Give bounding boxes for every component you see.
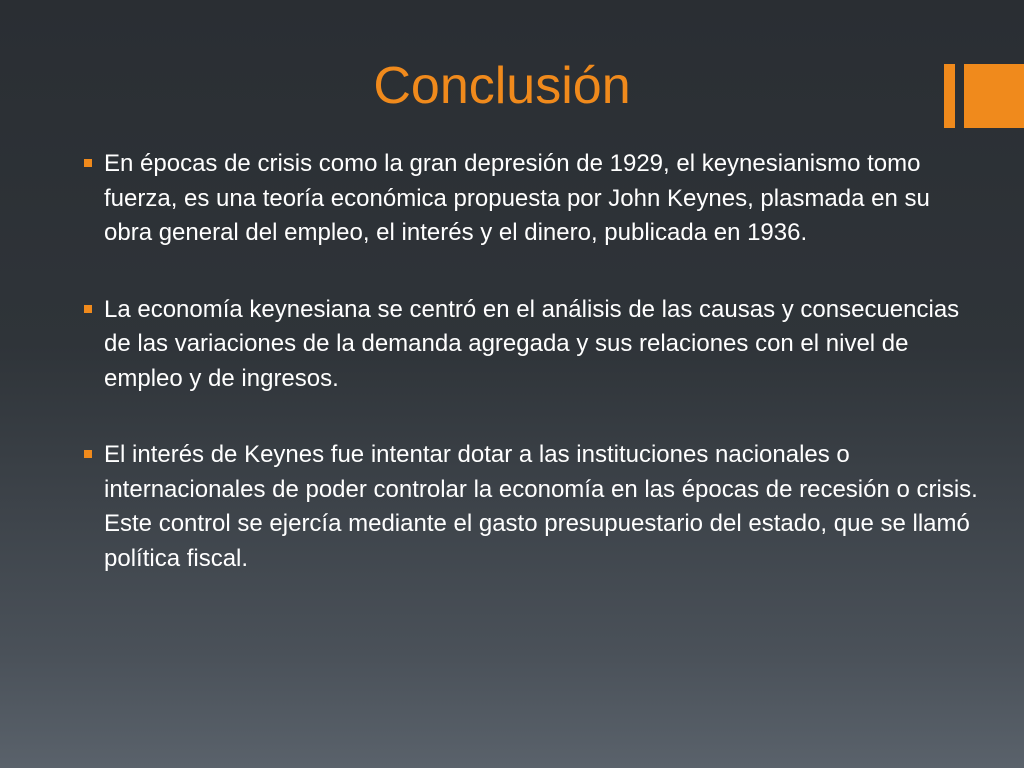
bullet-text: En épocas de crisis como la gran depresión de 1929, el keynesianismo tomo fuerza, es una teoría económica propuesta por John Keynes, plasmada en su obra general del empleo, el interés y el dinero, publicada en 1936. [104, 150, 930, 246]
accent-bar-thick [964, 64, 1024, 128]
square-bullet-icon [84, 305, 92, 313]
bullet-item [82, 293, 982, 397]
bullet-text: El interés de Keynes fue intentar dotar a las instituciones nacionales o internacionales de poder controlar la economía en las épocas de recesión o crisis. Este control se ejercía mediante el gasto presupuestario del estado, que se llamó política fiscal. [104, 441, 978, 572]
bullet-item [82, 147, 982, 251]
accent-bar-thin [944, 64, 955, 128]
square-bullet-icon [84, 450, 92, 458]
bullet-item [82, 438, 982, 576]
square-bullet-icon [84, 159, 92, 167]
bullet-text: La economía keynesiana se centró en el análisis de las causas y consecuencias de las variaciones de la demanda agregada y sus relaciones con el nivel de empleo y de ingresos. [104, 295, 960, 392]
slide-title: Conclusión [373, 57, 631, 115]
bullet-list [82, 147, 982, 618]
